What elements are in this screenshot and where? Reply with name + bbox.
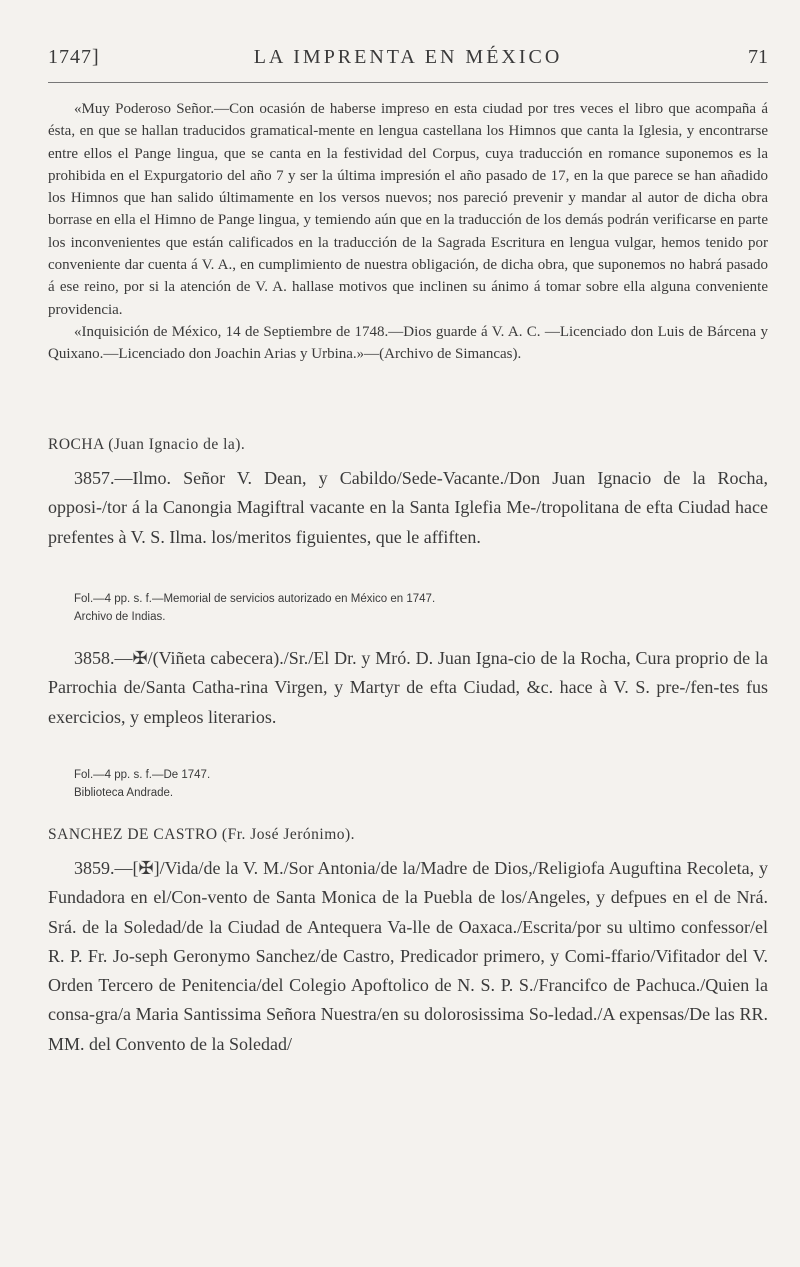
inquisition-letter xyxy=(48,98,768,366)
letter-paragraph-1: «Muy Poderoso Señor.—Con ocasión de haberse impreso en esta ciudad por tres veces el libro que acompaña á ésta, en que se hallan traducidos gramatical-mente en lengua castellana los Himnos que canta la Iglesia, y encontrarse entre ellos el Pange lingua, que se canta en la festividad del Corpus, cuya traducción en romance suponemos es la prohibida en el Expurgatorio del año 7 y ser la última impresión el año pasado de 17, en la que parece se han añadido los Himnos que han salido últimamente en los versos nuevos; nos pareció prevenir y mandar al autor de dicha obra borrase en ella el Himno de Pange lingua, y temiendo aún que en la traducción de los demás podrán verificarse en parte los inconvenientes que están calificados en la traducción de la Sagrada Escritura en lengua vulgar, hemos tenido por conveniente dar cuenta á V. A., en cumplimiento de nuestra obligación, de dicha obra, que suponemos no habrá pasado á ese reino, por si la atención de V. A. hallase motivos que inclinen su ánimo á tomar sobre ella alguna conveniente providencia. xyxy=(48,101,768,318)
entry-3858-note-format: Fol.—4 pp. s. f.—De 1747. xyxy=(74,769,211,781)
author-heading-rocha: ROCHA (Juan Ignacio de la). xyxy=(48,436,246,453)
entry-3857-note-format: Fol.—4 pp. s. f.—Memorial de servicios autorizado en México en 1747. xyxy=(74,593,436,605)
author-heading-sanchez: SANCHEZ DE CASTRO (Fr. José Jerónimo). xyxy=(48,826,356,843)
entry-3858-note-library: Biblioteca Andrade. xyxy=(74,787,174,799)
entry-3858-text: 3858.—✠/(Viñeta cabecera)./Sr./El Dr. y Mró. D. Juan Igna-cio de la Rocha, Cura proprio de la Parrochia de/Santa Catha-rina Virgen, y Martyr de efta Ciudad, &c. hace à V. S. pre-/fen-tes fus exercicios, y empleos literarios. xyxy=(48,648,768,727)
header-title: LA IMPRENTA EN MÉXICO xyxy=(253,46,563,68)
running-header xyxy=(48,46,768,82)
entry-3858 xyxy=(48,644,768,732)
entry-3859 xyxy=(48,854,768,1059)
header-rule xyxy=(48,82,768,83)
entry-3858-notes xyxy=(74,766,764,802)
entry-3857 xyxy=(48,464,768,552)
letter-paragraph-2: «Inquisición de México, 14 de Septiembre de 1748.—Dios guarde á V. A. C. —Licenciado don Luis de Bárcena y Quixano.—Licenciado don Joachin Arias y Urbina.»—(Archivo de Simancas). xyxy=(48,323,768,363)
header-year: 1747] xyxy=(48,46,100,68)
page-number: 71 xyxy=(748,46,768,68)
entry-3857-text: 3857.—Ilmo. Señor V. Dean, y Cabildo/Sede-Vacante./Don Juan Ignacio de la Rocha, opposi-/tor á la Canongia Magiftral vacante en la Santa Iglefia Me-/tropolitana de efta Ciudad hace prefentes à V. S. Ilma. los/meritos figuientes, que le affiften. xyxy=(48,468,768,547)
entry-3857-note-archive: Archivo de Indias. xyxy=(74,611,166,623)
entry-3859-text: 3859.—[✠]/Vida/de la V. M./Sor Antonia/de la/Madre de Dios,/Religiofa Auguftina Recoleta, y Fundadora en el/Con-vento de Santa Monica de la Puebla de los/Angeles, y defpues en el de Nrá. Srá. de la Soledad/de la Ciudad de Antequera Va-lle de Oaxaca./Escrita/por su ultimo confessor/el R. P. Fr. Jo-seph Geronymo Sanchez/de Castro, Predicador primero, y Comi-ffario/Vifitador del V. Orden Tercero de Penitencia/del Colegio Apoftolico de N. S. P. S./Francifco de Pachuca./Quien la consa-gra/a Maria Santissima Señora Nuestra/en su dolorosissima So-ledad./A expensas/De las RR. MM. del Convento de la Soledad/ xyxy=(48,858,768,1054)
entry-3857-notes xyxy=(74,590,764,626)
